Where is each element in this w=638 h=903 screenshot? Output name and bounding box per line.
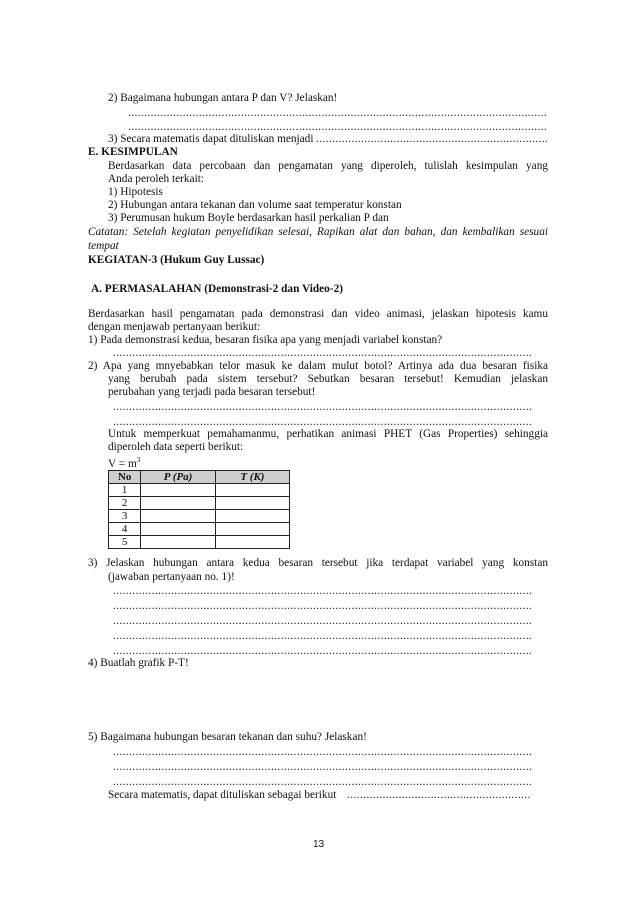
table-cell-no: 2 xyxy=(109,497,141,510)
question-2-line3: perubahan yang terjadi pada besaran tersebut! xyxy=(108,386,316,398)
table-row xyxy=(109,484,290,497)
kesimpulan-intro-line1: Berdasarkan data percobaan dan pengamatan yang diperoleh, tulislah kesimpulan yang xyxy=(108,160,548,172)
answer-line xyxy=(113,630,531,642)
answer-line xyxy=(113,761,531,773)
table-row xyxy=(109,536,290,549)
table-cell-temperature[interactable] xyxy=(215,523,289,536)
volume-unit-exponent: 3 xyxy=(136,456,141,464)
question-2-line2: yang berubah pada sistem tersebut? Sebutkan besaran tersebut! Kemudian jelaskan xyxy=(108,373,548,385)
table-cell-pressure[interactable] xyxy=(141,510,215,523)
prev-question-3: 3) Secara matematis dapat dituliskan menjadi xyxy=(108,133,314,145)
answer-line xyxy=(316,133,548,145)
table-cell-temperature[interactable] xyxy=(215,484,289,497)
page-number: 13 xyxy=(313,839,325,850)
question-3-line2: (jawaban pertanyaan no. 1)! xyxy=(108,571,235,583)
question-3-line1: 3) Jelaskan hubungan antara kedua besaran tersebut jika terdapat variabel yang konstan xyxy=(88,557,548,569)
question-5-math: Secara matematis, dapat dituliskan sebagai berikut xyxy=(108,789,337,801)
answer-line xyxy=(128,107,548,119)
table-cell-no: 1 xyxy=(109,484,141,497)
answer-line xyxy=(113,416,531,428)
answer-line xyxy=(113,347,531,359)
table-header-no: No xyxy=(109,471,141,484)
kesimpulan-item: 1) Hipotesis xyxy=(108,186,163,198)
intro-paragraph-line1: Berdasarkan hasil pengamatan pada demonstrasi dan video animasi, jelaskan hipotesis kamu xyxy=(88,308,548,320)
answer-line xyxy=(347,789,531,801)
table-row xyxy=(109,523,290,536)
prev-question-2: 2) Bagaimana hubungan antara P dan V? Jelaskan! xyxy=(108,92,338,104)
answer-line xyxy=(113,615,531,627)
table-cell-no: 4 xyxy=(109,523,141,536)
question-4: 4) Buatlah grafik P-T! xyxy=(88,657,189,669)
permasalahan-title: A. PERMASALAHAN (Demonstrasi-2 dan Video-2) xyxy=(91,283,343,295)
table-header-temperature: T (K) xyxy=(215,471,289,484)
table-cell-pressure[interactable] xyxy=(141,523,215,536)
table-header-pressure: P (Pa) xyxy=(141,471,215,484)
table-cell-pressure[interactable] xyxy=(141,484,215,497)
answer-line xyxy=(113,401,531,413)
volume-label-text: V = m xyxy=(108,458,137,470)
answer-line xyxy=(113,600,531,612)
intro-paragraph-line2: dengan menjawab pertanyaan berikut: xyxy=(88,321,261,333)
answer-line xyxy=(128,121,548,133)
kesimpulan-item: 2) Hubungan antara tekanan dan volume saat temperatur konstan xyxy=(108,199,402,211)
kegiatan-title: KEGIATAN-3 (Hukum Guy Lussac) xyxy=(88,254,265,266)
table-cell-temperature[interactable] xyxy=(215,497,289,510)
table-cell-temperature[interactable] xyxy=(215,510,289,523)
answer-line xyxy=(113,746,531,758)
table-cell-pressure[interactable] xyxy=(141,497,215,510)
kesimpulan-intro-line2: Anda peroleh terkait: xyxy=(108,173,204,185)
question-2-line1: 2) Apa yang mnyebabkan telor masuk ke dalam mulut botol? Artinya ada dua besaran fisika xyxy=(88,360,548,372)
answer-line xyxy=(113,776,531,788)
answer-line xyxy=(113,585,531,597)
question-5: 5) Bagaimana hubungan besaran tekanan dan suhu? Jelaskan! xyxy=(88,731,367,743)
question-1: 1) Pada demonstrasi kedua, besaran fisika apa yang menjadi variabel konstan? xyxy=(88,334,443,346)
table-row xyxy=(109,497,290,510)
phet-line2: diperoleh data seperti berikut: xyxy=(108,441,244,453)
catatan-line2: tempat xyxy=(88,240,119,252)
table-row xyxy=(109,510,290,523)
data-table xyxy=(108,470,290,549)
phet-line1: Untuk memperkuat pemahamanmu, perhatikan animasi PHET (Gas Properties) sehinggia xyxy=(108,428,548,440)
table-cell-no: 3 xyxy=(109,510,141,523)
kesimpulan-heading: E. KESIMPULAN xyxy=(88,146,178,158)
kesimpulan-item: 3) Perumusan hukum Boyle berdasarkan hasil perkalian P dan xyxy=(108,212,389,224)
catatan-line1: Catatan: Setelah kegiatan penyelidikan selesai, Rapikan alat dan bahan, dan kembalikan sesuai xyxy=(88,226,548,238)
table-cell-no: 5 xyxy=(109,536,141,549)
table-header-row xyxy=(109,471,290,484)
table-cell-temperature[interactable] xyxy=(215,536,289,549)
table-cell-pressure[interactable] xyxy=(141,536,215,549)
answer-line xyxy=(113,645,531,657)
volume-label xyxy=(108,454,140,471)
